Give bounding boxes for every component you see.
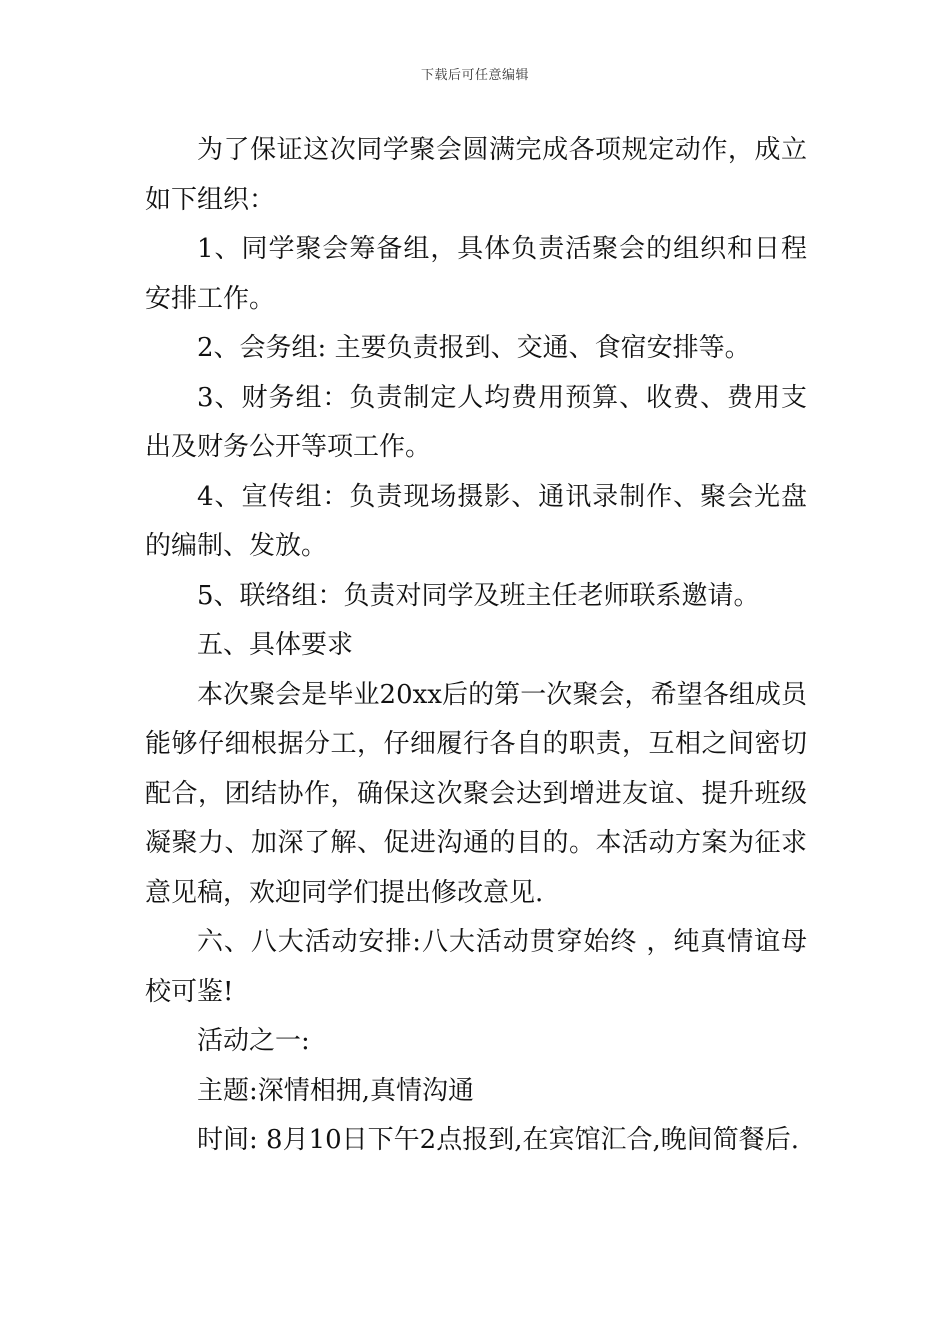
document-body	[145, 126, 807, 1166]
section-heading-activities: 六、八大活动安排:八大活动贯穿始终 ，纯真情谊母校可鉴!	[145, 927, 807, 1007]
page-header: 下载后可任意编辑	[420, 68, 529, 83]
paragraph-requirements: 本次聚会是毕业20xx后的第一次聚会，希望各组成员能够仔细根据分工，仔细履行各自的职责，互相之间密切配合，团结协作，确保这次聚会达到增进友谊、提升班级凝聚力、加深了解、促进沟通的目的。本活动方案为征求意见稿，欢迎同学们提出修改意见.	[145, 679, 807, 908]
section-heading-requirements: 五、具体要求	[197, 630, 354, 660]
paragraph-item-1: 1、同学聚会筹备组，具体负责活聚会的组织和日程安排工作。	[145, 234, 807, 314]
activity-one-label: 活动之一:	[197, 1026, 310, 1056]
paragraph-item-3: 3、财务组：负责制定人均费用预算、收费、费用支出及财务公开等项工作。	[145, 382, 807, 462]
activity-one-time: 时间: 8月10日下午2点报到,在宾馆汇合,晚间简餐后.	[197, 1125, 799, 1155]
activity-one-theme: 主题:深情相拥,真情沟通	[197, 1075, 475, 1106]
paragraph-item-5: 5、联络组：负责对同学及班主任老师联系邀请。	[197, 580, 760, 611]
paragraph-item-4: 4、宣传组：负责现场摄影、通讯录制作、聚会光盘的编制、发放。	[145, 481, 807, 561]
paragraph-item-2: 2、会务组: 主要负责报到、交通、食宿安排等。	[197, 333, 751, 363]
paragraph-intro: 为了保证这次同学聚会圆满完成各项规定动作，成立如下组织：	[145, 135, 807, 215]
